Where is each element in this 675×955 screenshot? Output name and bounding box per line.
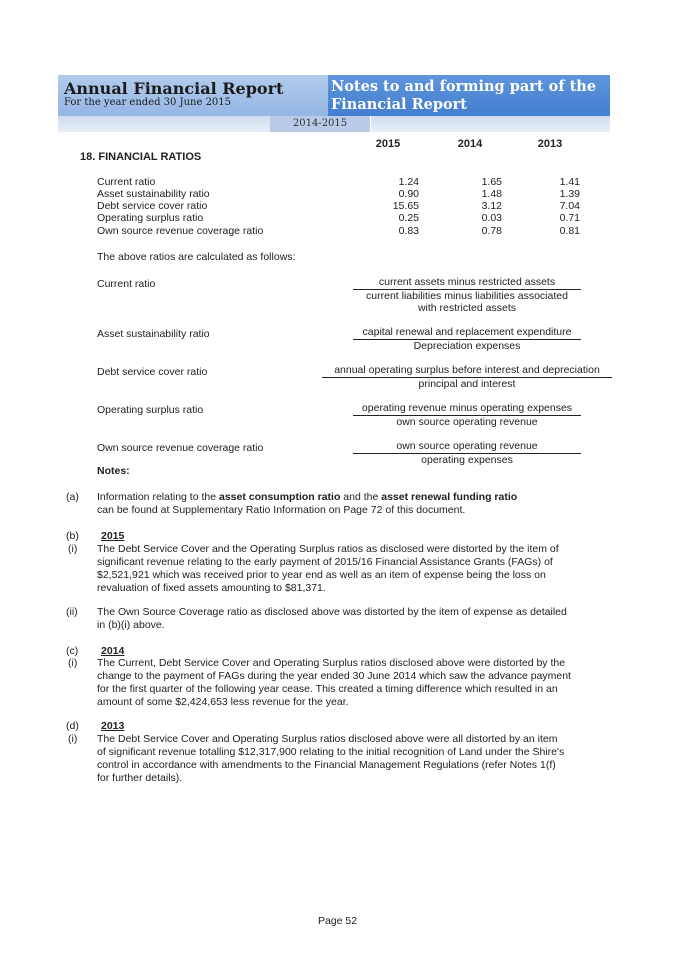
note-c-marker: (c) (66, 645, 79, 657)
ratio-value: 1.41 (559, 176, 580, 188)
report-title: Annual Financial Report (64, 79, 284, 98)
note-line: significant revenue relating to the early payment of 2015/16 Financial Assistance Grants (FAGs) of (97, 556, 553, 568)
note-b-marker: (b) (66, 530, 79, 542)
note-d-year: 2013 (101, 720, 125, 732)
formula-numerator: current assets minus restricted assets (353, 276, 581, 290)
ratio-value: 0.78 (481, 225, 502, 237)
ratio-value: 0.71 (559, 212, 580, 224)
note-b-year: 2015 (101, 530, 125, 542)
ratio-value: 0.25 (398, 212, 419, 224)
year-tab-label: 2014-2015 (292, 118, 348, 129)
note-a-marker: (a) (66, 491, 79, 503)
formula-numerator: annual operating surplus before interest and depreciation (322, 364, 612, 378)
report-subtitle: For the year ended 30 June 2015 (64, 97, 232, 108)
note-line: of significant revenue totalling $12,317,900 relating to the initial recognition of Land under the Shire's (97, 746, 565, 758)
formula-denominator: principal and interest (418, 378, 516, 390)
section-title: 18. FINANCIAL RATIOS (80, 151, 202, 163)
asset-consumption-ratio-term: asset consumption ratio (219, 491, 341, 503)
ratio-label: Asset sustainability ratio (97, 188, 210, 200)
note-line: for further details). (97, 772, 183, 784)
note-line: $2,521,921 which was received prior to year end as well as an item of expense being the loss on (97, 569, 546, 581)
notes-title: Notes to and forming part of the Financial Report (331, 78, 597, 113)
note-line: revaluation of fixed assets amounting to $81,371. (97, 582, 326, 594)
note-line: change to the payment of FAGs during the year ended 30 June 2014 which saw the advance payment (97, 670, 571, 682)
ratio-value: 1.65 (481, 176, 502, 188)
year-header-2015: 2015 (375, 138, 401, 150)
year-header-2013: 2013 (537, 138, 563, 150)
ratio-value: 1.48 (481, 188, 502, 200)
ratio-value: 0.90 (398, 188, 419, 200)
note-line: The Own Source Coverage ratio as disclosed above was distorted by the item of expense as detailed (97, 606, 567, 618)
note-line: The Current, Debt Service Cover and Operating Surplus ratios disclosed above were distorted by the (97, 657, 566, 669)
formula-label: Debt service cover ratio (97, 366, 208, 378)
formula-label: Current ratio (97, 278, 156, 290)
ratio-label: Current ratio (97, 176, 156, 188)
note-b-i-marker: (i) (68, 543, 78, 555)
note-a-part: can be found at Supplementary Ratio Information on Page 72 of this document. (97, 504, 466, 516)
note-line: The Debt Service Cover and Operating Surplus ratios disclosed above were all distorted by an item (97, 733, 558, 745)
note-a-text (97, 491, 597, 517)
note-a-part: Information relating to the (97, 491, 219, 503)
formula-label: Own source revenue coverage ratio (97, 442, 264, 454)
note-line: amount of some $2,424,653 less revenue for the year. (97, 696, 349, 708)
formula-denominator: operating expenses (421, 454, 513, 466)
ratio-label: Own source revenue coverage ratio (97, 225, 264, 237)
note-a-part: and the (340, 491, 382, 503)
formula-denominator: current liabilities minus liabilities associated (366, 290, 568, 302)
ratio-label: Debt service cover ratio (97, 200, 208, 212)
ratio-label: Operating surplus ratio (97, 212, 204, 224)
formula-denominator: with restricted assets (417, 302, 517, 314)
calc-intro: The above ratios are calculated as follows: (97, 251, 296, 263)
note-b-ii-text (97, 606, 617, 632)
ratio-value: 7.04 (559, 200, 580, 212)
asset-renewal-funding-ratio-term: asset renewal funding ratio (381, 491, 518, 503)
note-c-i-marker: (i) (68, 657, 78, 669)
ratio-value: 0.81 (559, 225, 580, 237)
notes-heading: Notes: (97, 465, 130, 477)
formula-label: Operating surplus ratio (97, 404, 204, 416)
note-line: The Debt Service Cover and the Operating Surplus ratios as disclosed were distorted by the item of (97, 543, 559, 555)
formula-numerator: operating revenue minus operating expenses (353, 402, 581, 416)
page-number: Page 52 (317, 915, 358, 927)
note-line: in (b)(i) above. (97, 619, 165, 631)
note-d-i-text (97, 733, 617, 785)
ratio-value: 0.83 (398, 225, 419, 237)
note-c-i-text (97, 657, 617, 709)
formula-numerator: capital renewal and replacement expenditure (353, 326, 581, 340)
ratio-value: 1.39 (559, 188, 580, 200)
formula-denominator: Depreciation expenses (413, 340, 521, 352)
note-c-year: 2014 (101, 645, 125, 657)
note-b-ii-marker: (ii) (66, 606, 78, 618)
ratio-value: 1.24 (398, 176, 419, 188)
note-b-i-text (97, 543, 617, 595)
ratio-value: 0.03 (481, 212, 502, 224)
note-d-i-marker: (i) (68, 733, 78, 745)
note-line: control in accordance with amendments to the Financial Management Regulations (refer Notes 1(f) (97, 759, 556, 771)
year-header-2014: 2014 (457, 138, 483, 150)
formula-numerator: own source operating revenue (353, 440, 581, 454)
ratio-value: 3.12 (481, 200, 502, 212)
note-line: for the first quarter of the following year cease. This created a timing difference which resulted in an (97, 683, 558, 695)
note-d-marker: (d) (66, 720, 79, 732)
formula-label: Asset sustainability ratio (97, 328, 210, 340)
ratio-value: 15.65 (392, 200, 419, 212)
formula-denominator: own source operating revenue (396, 416, 538, 428)
